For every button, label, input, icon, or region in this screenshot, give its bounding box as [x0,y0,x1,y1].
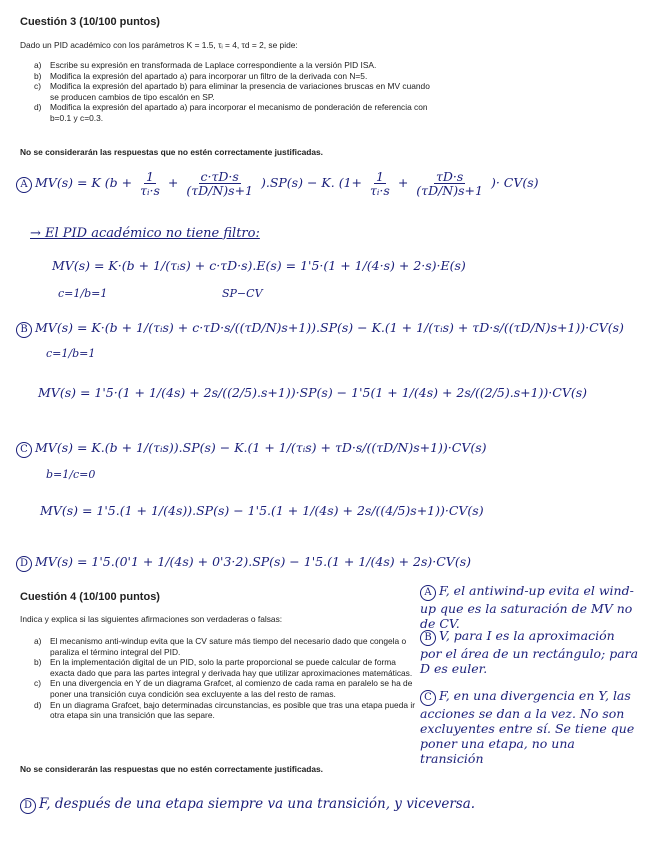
hw-b-line1: B MV(s) = K·(b + 1/(τᵢs) + c·τD·s/((τD/N)s+1)).SP(s) − K.(1 + 1/(τᵢs) + τD·s/((τD/N)s+1))·CV(s) [16,320,624,338]
q3-intro: Dado un PID académico con los parámetros K = 1.5, τᵢ = 4, τd = 2, se pide: [20,40,298,50]
list-item: a) Escribe su expresión en transformada de Laplace correspondiente a la versión PID ISA. [34,60,377,70]
hw-q4-b: B V, para I es la aproximación por el área de un rectángulo; para D es euler. [420,628,639,676]
q4-list [34,636,416,721]
hw-b-cb: c=1/b=1 [46,347,96,360]
list-item: a) El mecanismo anti-windup evita que la CV sature más tiempo del necesario dado que congela o paraliza el término integral del PID. [34,636,407,657]
hw-c-line1: C MV(s) = K.(b + 1/(τᵢs)).SP(s) − K.(1 + 1/(τᵢs) + τD·s/((τD/N)s+1))·CV(s) [16,440,487,458]
list-item: b) Modifica la expresión del apartado a) para incorporar un filtro de la derivada con N=5. [34,70,368,81]
list-item: c) Modifica la expresión del apartado b) para eliminar la presencia de variaciones bruscas en MV cuando se producen cambios de tipo escalón en SP. [34,81,430,102]
hw-a-spcv: SP−CV [222,287,263,300]
hw-b-line2: MV(s) = 1'5·(1 + 1/(4s) + 2s/((2/5).s+1))·SP(s) − 1'5(1 + 1/(4s) + 2s/((2/5).s+1))·CV(s) [38,385,588,400]
q4-note: No se considerarán las respuestas que no estén correctamente justificadas. [20,764,324,774]
hw-a-line2: MV(s) = K·(b + 1/(τᵢs) + c·τD·s).E(s) = 1'5·(1 + 1/(4·s) + 2·s)·E(s) [52,258,466,273]
list-item: d) En un diagrama Grafcet, bajo determinadas circunstancias, es posible que tras una etapa pueda ir otra etapa sin una transición que las separe. [34,699,415,721]
hw-a-line1: A MV(s) = K (b + $\frac{1}{\text{τᵢ·s}}$ + $\frac{c\cdot\tau D\cdot s}{(\tau D/N)s+1}$ ).SP(s) − K. (1+ $\frac{1}{\text{τᵢ·s}}$ + $\frac{\tau D\cdot s}{(\tau D/N)s+1}$ )· CV(s) [16,170,539,197]
list-item: c) En una divergencia en Y de un diagrama Grafcet, al comienzo de cada rama en paralelo se ha de poner una transición cuya condición sea excluyente a las del resto de ramas. [34,678,413,699]
hw-d-line: D MV(s) = 1'5.(0'1 + 1/(4s) + 0'3·2).SP(s) − 1'5.(1 + 1/(4s) + 2s)·CV(s) [16,554,471,572]
q3-title: Cuestión 3 (10/100 puntos) [20,16,160,28]
q4-title: Cuestión 4 (10/100 puntos) [20,591,160,603]
list-item: b) En la implementación digital de un PID, solo la parte proporcional se puede calcular de forma exacta dado que para las partes integral y derivada hay que utilizar aproximaciones matemáticas. [34,657,413,678]
q4-intro: Indica y explica si las siguientes afirmaciones son verdaderas o falsas: [20,614,283,624]
list-item: d) Modifica la expresión del apartado a) para incorporar el mecanismo de ponderación de referencia con b=0.1 y c=0.3. [34,102,428,123]
hw-q4-d: D F, después de una etapa siempre va una transición, y viceversa. [20,797,475,814]
hw-q4-a: A F, el antiwind-up evita el wind-up que es la saturación de MV no de CV. [420,583,634,631]
hw-q4-c: C F, en una divergencia en Y, las acciones se dan a la vez. No son excluyentes entre sí. Se tiene que poner una etapa, no una transición [420,688,635,766]
q3-note: No se considerarán las respuestas que no estén correctamente justificadas. [20,147,324,157]
hw-a-cb: c=1/b=1 [58,287,108,300]
hw-no-filter: → El PID académico no tiene filtro: [30,226,260,241]
hw-c-line2: MV(s) = 1'5.(1 + 1/(4s)).SP(s) − 1'5.(1 + 1/(4s) + 2s/((4/5)s+1))·CV(s) [40,503,484,518]
q3-list [34,60,434,124]
hw-c-cb: b=1/c=0 [46,468,96,481]
